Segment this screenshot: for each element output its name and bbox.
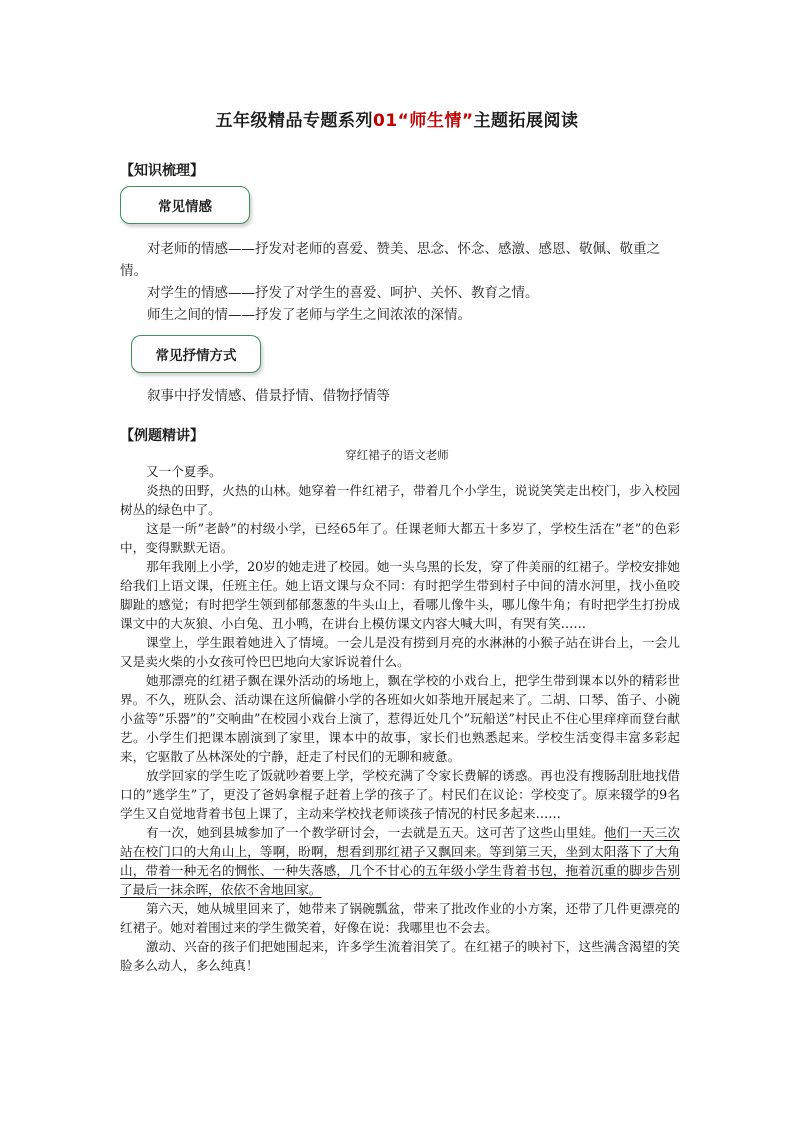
title-part3: 主题拓展阅读	[473, 111, 579, 131]
story-title: 穿红裙子的语文老师	[345, 448, 449, 462]
box-common-emotions: 常见情感	[120, 186, 250, 224]
story-paragraph: 又一个夏季。	[146, 464, 222, 479]
story-paragraph: 这是一所”老龄”的村级小学，已经65年了。任课老师大都五十多岁了，学校生活在”老”的色彩中，变得默默无语。	[120, 521, 680, 555]
emotion-line: 对老师的情感——抒发对老师的喜爱、赞美、思念、怀念、感激、感恩、敬佩、敬重之情。	[120, 241, 660, 279]
story-body	[120, 462, 680, 975]
story-paragraph: 激动、兴奋的孩子们把她围起来，许多学生流着泪笑了。在红裙子的映衬下，这些满含渴望的笑脸多么动人，多么纯真！	[120, 939, 680, 973]
box-common-methods: 常见抒情方式	[131, 335, 261, 373]
section-heading-knowledge: 【知识梳理】	[120, 163, 204, 179]
methods-text: 叙事中抒发情感、借景抒情、借物抒情等	[147, 388, 390, 404]
emotion-line: 师生之间的情——抒发了老师与学生之间浓浓的深情。	[147, 307, 471, 323]
story-sentence: 有一次，她到县城参加了一个教学研讨会，一去就是五天。这可苦了这些山里娃。	[146, 825, 604, 840]
emotion-line: 对学生的情感——抒发了对学生的喜爱、呵护、关怀、教育之情。	[147, 285, 539, 301]
title-part1: 五年级精品专题系列	[215, 111, 373, 131]
story-paragraph: 第六天，她从城里回来了，她带来了锅碗瓢盆，带来了批改作业的小方案，还带了几件更漂亮的红裙子。她对着围过来的学生微笑着，好像在说：我哪里也不会去。	[120, 901, 680, 935]
page-title	[0, 106, 794, 131]
story-paragraph: 那年我刚上小学，20岁的她走进了校园。她一头乌黑的长发，穿了件美丽的红裙子。学校安排她给我们上语文课，任班主任。她上语文课与众不同：有时把学生带到村子中间的清水河里，找小鱼咬脚趾的感觉；有时把学生领到郁郁葱葱的牛头山上，看哪儿像牛头，哪儿像牛角；有时把学生打扮成课文中的大灰狼、小白兔、丑小鸭，在讲台上模仿课文内容大喊大叫，有哭有笑……	[120, 559, 680, 631]
story-paragraph: 她那漂亮的红裙子飘在课外活动的场地上，飘在学校的小戏台上，把学生带到课本以外的精彩世界。不久，班队会、活动课在这所偏僻小学的各班如火如荼地开展起来了。二胡、口琴、笛子、小碗小盆等”乐器”的”交响曲”在校园小戏台上演了，惹得近处几个”玩船送”村民止不住心里痒痒而登台献艺。小学生们把课本剧演到了家里，课本中的故事，家长们也熟悉起来。学校生活变得丰富多彩起来，它驱散了丛林深处的宁静，赶走了村民们的无聊和疲惫。	[120, 673, 680, 764]
story-paragraph: 炎热的田野，火热的山林。她穿着一件红裙子，带着几个小学生，说说笑笑走出校门，步入校园树丛的绿色中了。	[120, 483, 680, 517]
story-paragraph: 放学回家的学生吃了饭就吵着要上学，学校充满了令家长费解的诱惑。再也没有搜肠刮肚地找借口的”逃学生”了，更没了爸妈拿棍子赶着上学的孩子了。村民们在议论：学校变了。原来辍学的9名学生又自觉地背着书包上课了，主动来学校找老师谈孩子情况的村民多起来……	[120, 768, 680, 821]
story-paragraph	[120, 823, 680, 899]
section-heading-example: 【例题精讲】	[120, 428, 204, 444]
underlined-passage: 他们一天三次站在校门口的大角山上，等啊，盼啊，想看到那红裙子又飘回来。等到第三天，坐到太阳落下了大角山，带着一种无名的惆怅、一种失落感，几个不甘心的五年级小学生背着书包，拖着沉重的脚步告别了最后一抹余晖，依依不舍地回家。	[120, 825, 681, 897]
story-paragraph: 课堂上，学生跟着她进入了情境。一会儿是没有捞到月亮的水淋淋的小猴子站在讲台上，一会儿又是卖火柴的小女孩可怜巴巴地向大家诉说着什么。	[120, 635, 680, 669]
emotions-block	[120, 238, 680, 326]
title-part2: 01“师生情”	[372, 111, 474, 131]
